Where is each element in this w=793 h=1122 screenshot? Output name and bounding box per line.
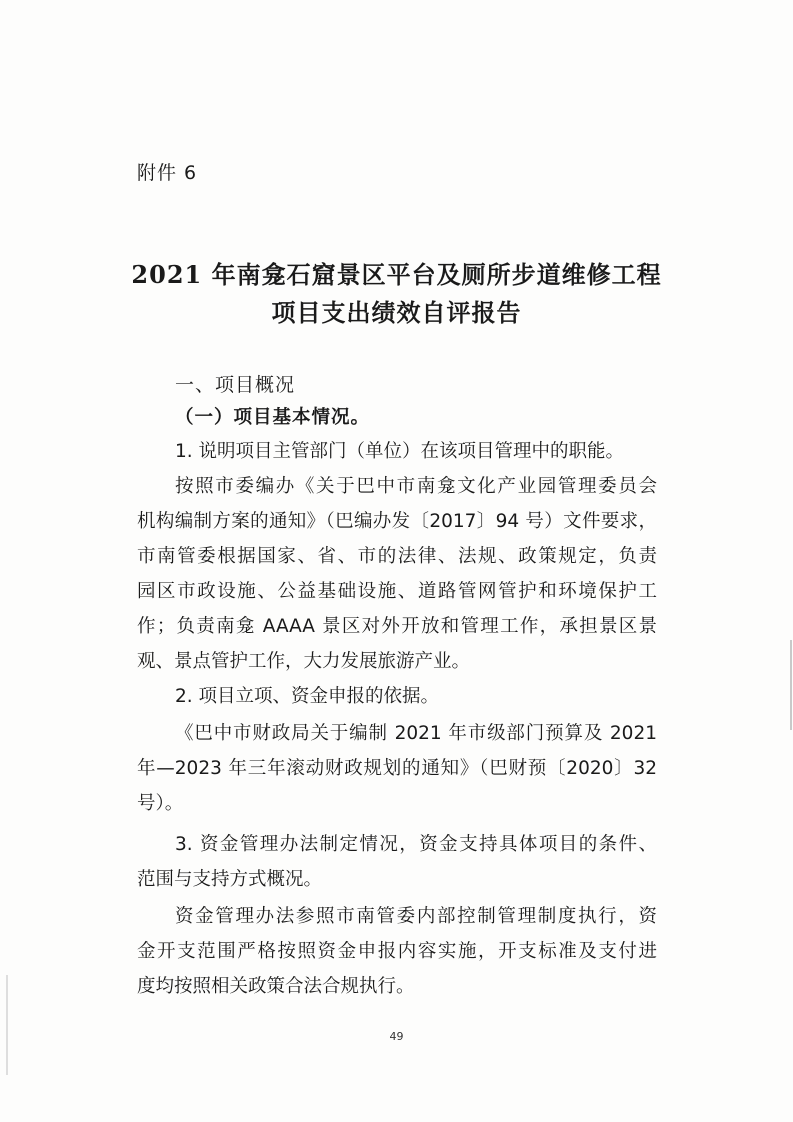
paragraph-line: 观、景点管护工作，大力发展旅游产业。 [137,651,471,672]
annex-label: 附件 6 [137,162,198,184]
paragraph-line: 年—2023 年三年滚动财政规划的通知》（巴财预〔2020〕32 [137,758,657,779]
paragraph-line: 金开支范围严格按照资金申报内容实施，开支标准及支付进 [137,941,657,962]
scan-edge-mark [6,975,8,1075]
scan-edge-mark [790,640,792,730]
report-title-line-1: 2021 年南龛石窟景区平台及厕所步道维修工程 [131,260,662,289]
item3-heading-line: 3. 资金管理办法制定情况，资金支持具体项目的条件、 [175,834,657,855]
subsection-heading: （一）项目基本情况。 [175,407,371,428]
paragraph-line: 号）。 [137,793,184,814]
page-number: 49 [389,1030,404,1043]
paragraph-line: 作；负责南龛 AAAA 景区对外开放和管理工作，承担景区景 [137,616,657,637]
paragraph-line: 机构编制方案的通知》（巴编办发〔2017〕94 号）文件要求， [137,511,657,532]
paragraph-line: 园区市政设施、公益基础设施、道路管网管护和环境保护工 [137,581,657,602]
section-heading: 一、项目概况 [175,374,296,396]
item1-heading: 1. 说明项目主管部门（单位）在该项目管理中的职能。 [175,441,625,462]
paragraph-line: 资金管理办法参照市南管委内部控制管理制度执行，资 [175,906,657,927]
paragraph-line: 市南管委根据国家、省、市的法律、法规、政策规定，负责 [137,546,657,567]
item2-heading: 2. 项目立项、资金申报的依据。 [175,686,440,707]
paragraph-line: 《巴中市财政局关于编制 2021 年市级部门预算及 2021 [175,723,657,744]
item3-heading-line: 范围与支持方式概况。 [137,869,323,890]
report-title-line-2: 项目支出绩效自评报告 [271,298,522,327]
paragraph-line: 度均按照相关政策合法合规执行。 [137,976,415,997]
paragraph-line: 按照市委编办《关于巴中市南龛文化产业园管理委员会 [175,476,657,497]
